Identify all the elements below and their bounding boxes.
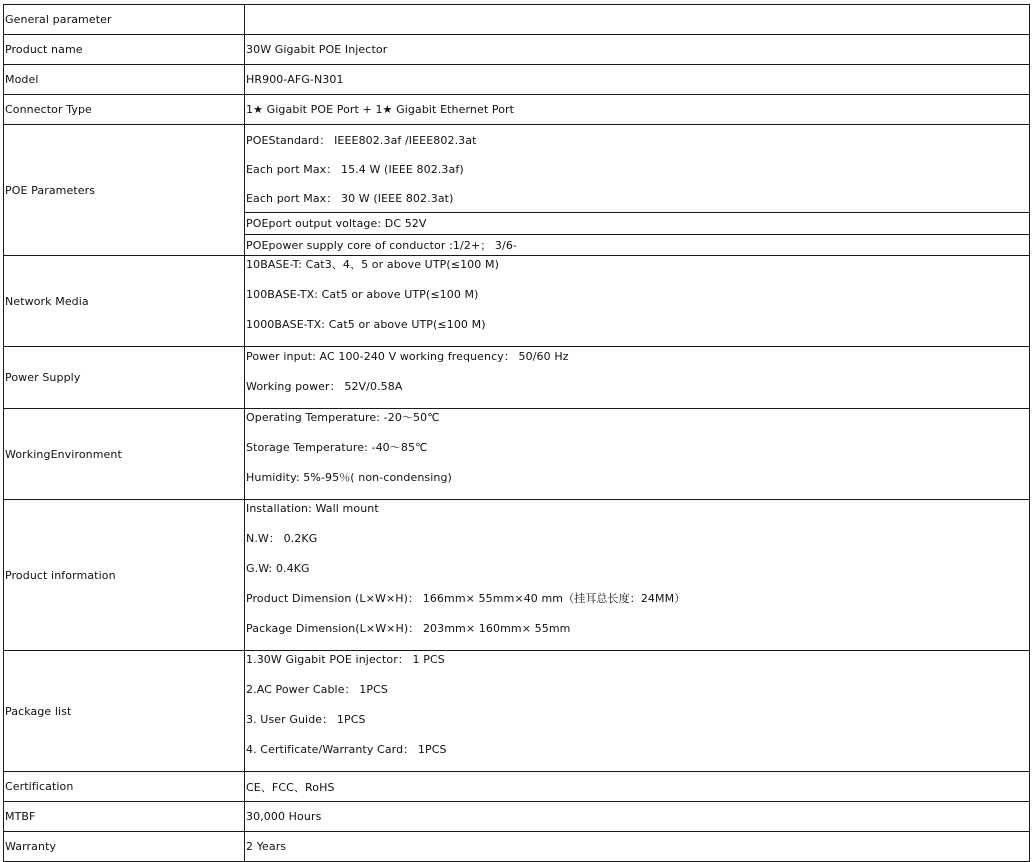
- spec-table: [3, 4, 1030, 862]
- row-value-poe-standard: POEStandard： IEEE802.3af /IEEE802.3at: [245, 125, 1030, 155]
- product-info-package-dimension: Package Dimension(L×W×H)： 203mm× 160mm× 55mm: [246, 622, 571, 635]
- row-value-poe-each-port-af: Each port Max： 15.4 W (IEEE 802.3af): [245, 155, 1030, 184]
- row-value-certification: CE、FCC、RoHS: [245, 772, 1030, 802]
- product-info-net-weight: N.W： 0.2KG: [246, 532, 318, 545]
- table-row: [4, 5, 1030, 35]
- row-value-model: HR900-AFG-N301: [245, 65, 1030, 95]
- network-media-100base-tx: 100BASE-TX: Cat5 or above UTP(≤100 M): [246, 288, 479, 301]
- package-list-item: 1.30W Gigabit POE injector： 1 PCS: [246, 653, 445, 666]
- row-key-product-information: Product information: [4, 500, 245, 651]
- row-key-product-name: Product name: [4, 35, 245, 65]
- table-row: [4, 500, 1030, 651]
- row-value-mtbf: 30,000 Hours: [245, 802, 1030, 832]
- row-value-working-environment: [245, 409, 1030, 500]
- row-value-product-name: 30W Gigabit POE Injector: [245, 35, 1030, 65]
- row-value-power-supply: [245, 347, 1030, 409]
- table-row: [4, 409, 1030, 500]
- row-value-poe-power-supply-core: POEpower supply core of conductor :1/2+； 3/6-: [245, 235, 1030, 256]
- row-value-poe-each-port-at: Each port Max： 30 W (IEEE 802.3at): [245, 184, 1030, 213]
- row-key-model: Model: [4, 65, 245, 95]
- table-row: [4, 772, 1030, 802]
- row-key-warranty: Warranty: [4, 832, 245, 862]
- row-key-certification: Certification: [4, 772, 245, 802]
- working-env-humidity: Humidity: 5%-95％( non-condensing): [246, 471, 452, 484]
- row-key-working-environment: WorkingEnvironment: [4, 409, 245, 500]
- row-value-package-list: [245, 651, 1030, 772]
- table-row: [4, 256, 1030, 347]
- row-key-mtbf: MTBF: [4, 802, 245, 832]
- network-media-1000base-tx: 1000BASE-TX: Cat5 or above UTP(≤100 M): [246, 318, 486, 331]
- working-env-operating-temperature: Operating Temperature: -20～50℃: [246, 411, 440, 424]
- row-key-network-media: Network Media: [4, 256, 245, 347]
- table-row: [4, 65, 1030, 95]
- table-row: [4, 651, 1030, 772]
- power-supply-input: Power input: AC 100-240 V working frequency： 50/60 Hz: [246, 350, 569, 363]
- row-key-package-list: Package list: [4, 651, 245, 772]
- row-value-poe-output-voltage: POEport output voltage: DC 52V: [245, 213, 1030, 235]
- package-list-item: 4. Certificate/Warranty Card： 1PCS: [246, 743, 447, 756]
- network-media-10base-t: 10BASE-T: Cat3、4、5 or above UTP(≤100 M): [246, 258, 499, 271]
- row-key-connector-type: Connector Type: [4, 95, 245, 125]
- row-value-connector-type: 1★ Gigabit POE Port + 1★ Gigabit Ethernet Port: [245, 95, 1030, 125]
- product-info-installation: Installation: Wall mount: [246, 502, 379, 515]
- row-value-general-parameter: [245, 5, 1030, 35]
- power-supply-working-power: Working power： 52V/0.58A: [246, 380, 403, 393]
- product-info-gross-weight: G.W: 0.4KG: [246, 562, 310, 575]
- table-row: [4, 35, 1030, 65]
- row-value-warranty: 2 Years: [245, 832, 1030, 862]
- row-key-general-parameter: General parameter: [4, 5, 245, 35]
- table-row: [4, 95, 1030, 125]
- row-value-product-information: [245, 500, 1030, 651]
- product-info-product-dimension: Product Dimension (L×W×H)： 166mm× 55mm×40 mm（挂耳总长度：24MM）: [246, 592, 686, 605]
- row-key-poe-parameters: POE Parameters: [4, 125, 245, 256]
- table-row: [4, 347, 1030, 409]
- package-list-item: 3. User Guide： 1PCS: [246, 713, 366, 726]
- table-row: [4, 125, 1030, 155]
- row-value-network-media: [245, 256, 1030, 347]
- row-key-power-supply: Power Supply: [4, 347, 245, 409]
- table-row: [4, 802, 1030, 832]
- working-env-storage-temperature: Storage Temperature: -40～85℃: [246, 441, 428, 454]
- package-list-item: 2.AC Power Cable： 1PCS: [246, 683, 388, 696]
